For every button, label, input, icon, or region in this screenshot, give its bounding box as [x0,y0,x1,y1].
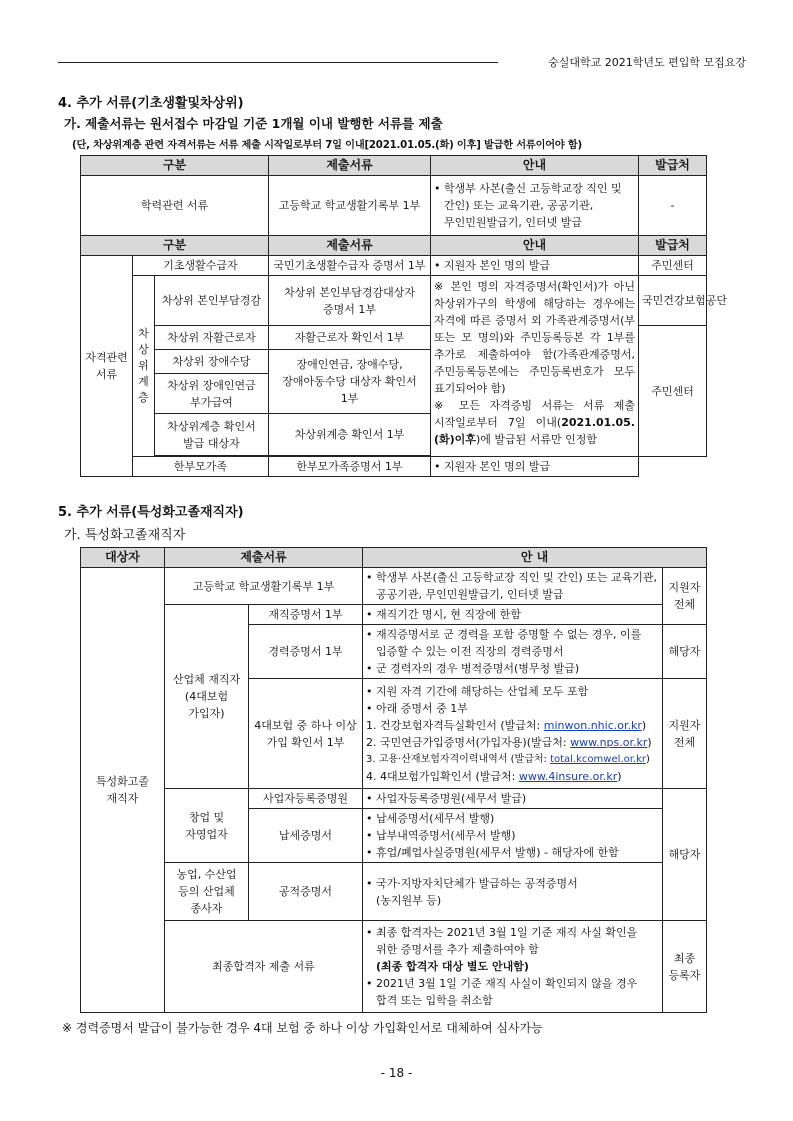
s5-tax-guide: • 납세증명서(세무서 발행) • 납부내역증명서(세무서 발행) • 휴업/폐업사실증명원(세무서 발행) - 해당자에 한함 [363,809,663,863]
s4-basic-doc: 국민기초생활수급자 증명서 1부 [269,256,431,276]
s4-header2-doc: 제출서류 [269,236,431,256]
section5-footnote: ※ 경력증명서 발급이 불가능한 경우 4대 보험 중 하나 이상 가입확인서로 대체하여 심사가능 [62,1021,543,1035]
s5-bizreg-doc: 사업자등록증명원 [249,789,363,809]
s4-header-category: 구분 [81,156,269,176]
s5-insurance-issuer: 지원자 전체 [663,679,707,789]
s4-item-1-doc: 차상위 본인부담경감대상자 증명서 1부 [269,276,431,326]
s4-item-3-name: 차상위 장애수당 [155,350,269,374]
link-minwon[interactable]: minwon.nhic.or.kr [543,718,642,732]
s5-employment-guide: • 재직기간 명시, 현 직장에 한함 [363,605,663,625]
s5-career-guide: • 재직증명서로 군 경력을 포함 증명할 수 없는 경우, 이를 입증할 수 있는 이전 직장의 경력증명서 • 군 경력자의 경우 병적증명서(병무청 발급) [363,625,663,679]
section4-table [80,155,728,477]
s5-header-target: 대상자 [81,548,165,568]
s5-farm-label: 농업, 수산업 등의 산업체 종사자 [165,863,249,921]
s4-basic-guide: • 지원자 본인 명의 발급 [431,256,639,276]
s4-item-3-doc: 장애인연금, 장애수당, 장애아동수당 대상자 확인서 1부 [269,350,431,414]
section4-subtitle: 가. 제출서류는 원서접수 마감일 기준 1개월 이내 발행한 서류를 제출 [64,116,443,131]
s4-header-doc: 제출서류 [269,156,431,176]
section4-title: 4. 추가 서류(기초생활및차상위) [58,96,244,111]
s5-career-issuer: 해당자 [663,625,707,679]
section5-title: 5. 추가 서류(특성화고졸재직자) [58,505,244,520]
s5-target: 특성화고졸 재직자 [81,568,165,1013]
s4-chasangwi-label: 차상위계층 [133,276,155,457]
s4-edu-category: 학력관련 서류 [81,176,269,236]
s5-hs-guide: • 학생부 사본(출신 고등학교장 직인 및 간인) 또는 교육기관, 공공기관, 무인민원발급기, 인터넷 발급 [363,568,663,605]
s5-insurance-doc: 4대보험 중 하나 이상 가입 확인서 1부 [249,679,363,789]
s5-industry-label: 산업체 재직자 (4대보험 가입자) [165,605,249,789]
s4-single-name: 한부모가족 [133,457,269,477]
s5-career-doc: 경력증명서 1부 [249,625,363,679]
link-kcomwel[interactable]: total.kcomwel.or.kr [550,753,646,765]
s4-header-guide: 안내 [431,156,639,176]
s4-issuer-health: 국민건강보험공단 [639,276,707,326]
s5-final-guide: • 최종 합격자는 2021년 3월 1일 기준 재직 사실 확인을 위한 증명서를 추가 제출하여야 함 (최종 합격자 대상 별도 안내함) • 2021년 3월 1일 기준 재직 사실이 확인되지 않을 경우 합격 또는 입학을 취소함 [363,921,663,1013]
page-number: - 18 - [380,1066,413,1080]
s4-header2-guide: 안내 [431,236,639,256]
s4-item-2-name: 차상위 자활근로자 [155,326,269,350]
s4-item-4-name: 차상위 장애인연금 부가급여 [155,374,269,414]
s5-hs-issuer: 지원자 전체 [663,568,707,625]
s4-item-1-name: 차상위 본인부담경감 [155,276,269,326]
s5-final-issuer: 최종 등록자 [663,921,707,1013]
s4-single-guide: • 지원자 본인 명의 발급 [431,457,639,477]
s5-self-label: 창업 및 자영업자 [165,789,249,863]
s4-qual-label: 자격관련 서류 [81,256,133,477]
s5-insurance-guide: • 지원 자격 기간에 해당하는 산업체 모두 포함 • 아래 증명서 중 1부 1. 건강보험자격득실확인서 (발급처: minwon.nhic.or.kr) 2. 국민연금가입증명서(가입자용)(발급처: www.nps.or.kr) 3. 고용·산재보험자격이력내역서 (발급처: total.kcomwel.or.kr) 4. 4대보험가입확인서 (발급처: www.4insure.or.kr) [363,679,663,789]
s5-header-guide: 안 내 [363,548,707,568]
s5-insurance-item-1: 1. 건강보험자격득실확인서 (발급처: minwon.nhic.or.kr) [366,718,647,732]
s4-single-doc: 한부모가족증명서 1부 [269,457,431,477]
s4-edu-doc: 고등학교 학교생활기록부 1부 [269,176,431,236]
s5-farm-guide: • 국가·지방자치단체가 발급하는 공적증명서 (농지원부 등) [363,863,663,921]
s5-final-doc: 최종합격자 제출 서류 [165,921,363,1013]
s5-header-doc: 제출서류 [165,548,363,568]
s5-tax-doc: 납세증명서 [249,809,363,863]
s4-item-5-name: 차상위계층 확인서 발급 대상자 [155,414,269,456]
section4-note: (단, 차상위계층 관련 자격서류는 서류 제출 시작일로부터 7일 이내[2021.01.05.(화) 이후] 발급한 서류이어야 함) [72,140,582,151]
link-4insure[interactable]: www.4insure.or.kr [518,769,618,783]
s4-item-5-doc: 차상위계층 확인서 1부 [269,414,431,456]
link-nps[interactable]: www.nps.or.kr [570,735,648,749]
s5-hs-doc: 고등학교 학교생활기록부 1부 [165,568,363,605]
s4-basic-issuer: 주민센터 [639,256,707,276]
s5-farm-doc: 공적증명서 [249,863,363,921]
s4-basic-name: 기초생활수급자 [133,256,269,276]
s5-employment-doc: 재직증명서 1부 [249,605,363,625]
s4-header2-category: 구분 [81,236,269,256]
s5-insurance-item-2: 2. 국민연금가입증명서(가입자용)(발급처: www.nps.or.kr) [366,735,652,749]
s4-issuer-center: 주민센터 [639,326,707,457]
s4-edu-issuer: - [639,176,707,236]
header-rule [58,62,498,63]
header-title: 숭실대학교 2021학년도 편입학 모집요강 [548,56,746,69]
s5-bizreg-guide: • 사업자등록증명원(세무서 발급) [363,789,663,809]
s4-shared-guide: ※ 본인 명의 자격증명서(확인서)가 아닌 차상위가구의 학생에 해당하는 경우에는 자격에 따른 증명서 외 가족관계증명서(부 또는 모 명의)와 주민등록등본 각 1부를 추가로 제출하여야 함(가족관계증명서, 주민등록등본에는 주민등록번호가 모두 표기되어야 함) ※ 모든 자격증빙 서류는 서류 제출 시작일로부터 7일 이내(2021.01.05.(화)이후)에 발급된 서류만 인정함 [431,276,639,457]
section5-table [80,547,707,1013]
section5-subtitle: 가. 특성화고졸재직자 [64,528,186,543]
s5-self-issuer: 해당자 [663,789,707,921]
s4-header2-issuer: 발급처 [639,236,707,256]
s5-insurance-item-3: 3. 고용·산재보험자격이력내역서 (발급처: total.kcomwel.or.kr) [366,753,650,765]
s4-header-issuer: 발급처 [639,156,707,176]
s5-insurance-item-4: 4. 4대보험가입확인서 (발급처: www.4insure.or.kr) [366,769,622,783]
s4-item-2-doc: 자활근로자 확인서 1부 [269,326,431,350]
s4-edu-guide: • 학생부 사본(출신 고등학교장 직인 및 간인) 또는 교육기관, 공공기관, 무인민원발급기, 인터넷 발급 [431,176,639,236]
